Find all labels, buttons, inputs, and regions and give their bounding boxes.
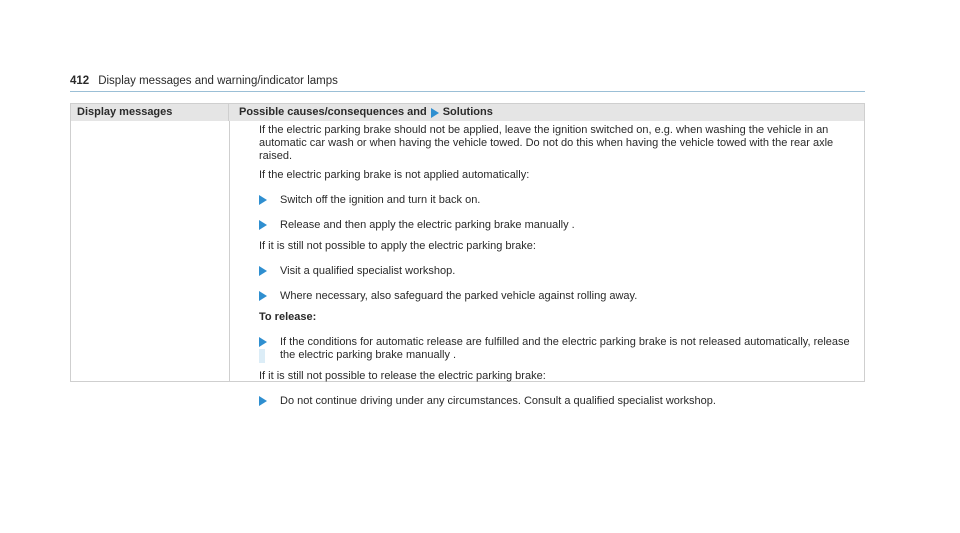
paragraph: If it is still not possible to apply the electric parking brake: xyxy=(259,240,536,252)
step-item xyxy=(259,395,859,408)
step-text: Visit a qualified specialist workshop. xyxy=(280,265,456,277)
col-display-messages: Display messages xyxy=(71,104,229,121)
table-cell-content xyxy=(259,124,859,416)
arrow-icon xyxy=(259,396,267,406)
step-item xyxy=(259,290,859,303)
header-rule xyxy=(70,91,865,92)
arrow-icon xyxy=(259,195,267,205)
page-header xyxy=(70,75,338,87)
table-header xyxy=(71,104,864,121)
page-title: Display messages and warning/indicator lamps xyxy=(98,75,338,87)
col-solutions-label: Solutions xyxy=(442,106,493,118)
step-text: Do not continue driving under any circumstances. Consult a qualified specialist workshop. xyxy=(280,395,716,407)
step-text: Release and then apply the electric parking brake manually . xyxy=(280,219,575,231)
paragraph: If the electric parking brake is not applied automatically: xyxy=(259,169,530,181)
step-item xyxy=(259,336,859,362)
paragraph: If it is still not possible to release the electric parking brake: xyxy=(259,370,546,382)
col-causes-solutions xyxy=(229,104,493,121)
step-text: If the conditions for automatic release are fulfilled and the electric parking brake is not released automatically, release the electric parking brake manually . xyxy=(280,336,850,361)
step-item xyxy=(259,265,859,278)
step-text: Switch off the ignition and turn it back on. xyxy=(280,194,481,206)
paragraph: If the electric parking brake should not be applied, leave the ignition switched on, e.g. when washing the vehicle in an automatic car wash or when having the vehicle towed. Do not do this when having the vehicle towed with the rear axle raised. xyxy=(259,124,834,162)
release-heading: To release: xyxy=(259,311,317,323)
messages-table xyxy=(70,103,865,407)
step-item xyxy=(259,219,859,232)
arrow-icon xyxy=(259,337,267,347)
column-divider xyxy=(229,121,230,381)
arrow-icon xyxy=(259,266,267,276)
arrow-icon xyxy=(431,108,439,118)
arrow-icon xyxy=(259,220,267,230)
col-causes-label: Possible causes/consequences and xyxy=(239,106,427,118)
step-item xyxy=(259,194,859,207)
step-text: Where necessary, also safeguard the parked vehicle against rolling away. xyxy=(280,290,638,302)
arrow-icon xyxy=(259,291,267,301)
page-number: 412 xyxy=(70,75,90,87)
